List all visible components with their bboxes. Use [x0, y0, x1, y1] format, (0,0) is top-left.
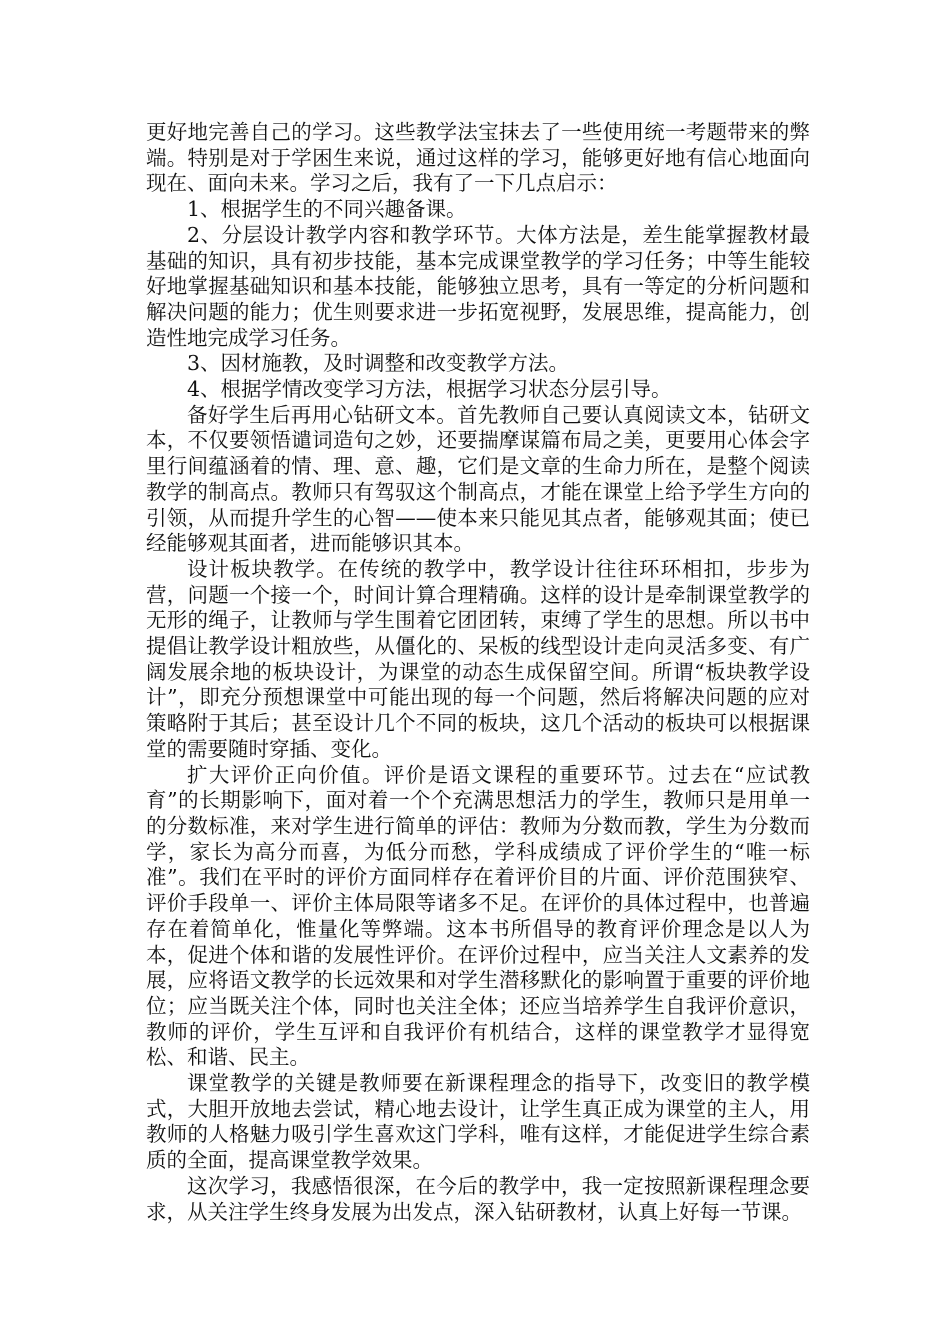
paragraph-evaluation: 扩大评价正向价值。评价是语文课程的重要环节。过去在“应试教育”的长期影响下，面对着一个个充满思想活力的学生，教师只是用单一的分数标准，来对学生进行简单的评估：教师为分数而教，学生为分数而学，家长为高分而喜，为低分而愁，学科成绩成了评价学生的“唯一标准”。我们在平时的评价方面同样存在着评价目的片面、评价范围狭窄、评价手段单一、评价主体局限等诸多不足。在评价的具体过程中，也普遍存在着简单化，惟量化等弊端。这本书所倡导的教育评价理念是以人为本，促进个体和谐的发展性评价。在评价过程中，应当关注人文素养的发展，应将语文教学的长远效果和对学生潜移默化的影响置于重要的评价地位；应当既关注个体，同时也关注全体；还应当培养学生自我评价意识，教师的评价，学生互评和自我评价有机结合，这样的课堂教学才显得宽松、和谐、民主。: [146, 762, 810, 1070]
paragraph-point-3: 3、因材施教，及时调整和改变教学方法。: [187, 351, 570, 376]
paragraph-point-1: 1、根据学生的不同兴趣备课。: [187, 197, 467, 222]
paragraph-classroom-key: 课堂教学的关键是教师要在新课程理念的指导下，改变旧的教学模式，大胆开放地去尝试，精心地去设计，让学生真正成为课堂的主人，用教师的人格魅力吸引学生喜欢这门学科，唯有这样，才能促进学生综合素质的全面，提高课堂教学效果。: [146, 1071, 810, 1173]
paragraph-text-study: 备好学生后再用心钻研文本。首先教师自己要认真阅读文本，钻研文本，不仅要领悟谴词造句之妙，还要揣摩谋篇布局之美，更要用心体会字里行间蕴涵着的情、理、意、趣，它们是文章的生命力所在，是整个阅读教学的制高点。教师只有驾驭这个制高点，才能在课堂上给予学生方向的引领，从而提升学生的心智——使本来只能见其点者，能够观其面；使已经能够观其面者，进而能够识其本。: [146, 402, 810, 556]
paragraph-point-2: 2、分层设计教学内容和教学环节。大体方法是，差生能掌握教材最基础的知识，具有初步技能，基本完成课堂教学的学习任务；中等生能较好地掌握基础知识和基本技能，能够独立思考，具有一等定的分析问题和解决问题的能力；优生则要求进一步拓宽视野，发展思维，提高能力，创造性地完成学习任务。: [146, 222, 810, 350]
document-body: [146, 120, 810, 1225]
paragraph-conclusion: 这次学习，我感悟很深，在今后的教学中，我一定按照新课程理念要求，从关注学生终身发展为出发点，深入钻研教材，认真上好每一节课。: [146, 1173, 810, 1224]
paragraph-intro: 更好地完善自己的学习。这些教学法宝抹去了一些使用统一考题带来的弊端。特别是对于学困生来说，通过这样的学习，能够更好地有信心地面向现在、面向未来。学习之后，我有了一下几点启示：: [146, 120, 810, 196]
paragraph-block-design: 设计板块教学。在传统的教学中，教学设计往往环环相扣，步步为营，问题一个接一个，时间计算合理精确。这样的设计是牵制课堂教学的无形的绳子，让教师与学生围着它团团转，束缚了学生的思想。所以书中提倡让教学设计粗放些，从僵化的、呆板的线型设计走向灵活多变、有广阔发展余地的板块设计，为课堂的动态生成保留空间。所谓“板块教学设计”，即充分预想课堂中可能出现的每一个问题，然后将解决问题的应对策略附于其后；甚至设计几个不同的板块，这几个活动的板块可以根据课堂的需要随时穿插、变化。: [146, 556, 810, 761]
paragraph-point-4: 4、根据学情改变学习方法，根据学习状态分层引导。: [187, 377, 672, 402]
